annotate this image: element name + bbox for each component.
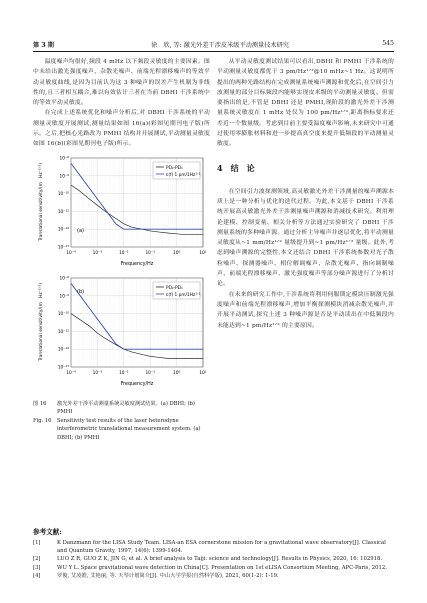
reference-item — [33, 572, 394, 580]
figure-16-plots — [33, 154, 210, 394]
y-tick-label: 10⁻¹¹ — [57, 329, 69, 335]
legend — [153, 282, 201, 299]
issue-label: 第 3 期 — [33, 42, 54, 49]
x-tick-label: 10¹ — [199, 250, 207, 256]
reference-item — [33, 555, 394, 563]
reference-text: WU Y L. Space gravitational wave detection in China[C]. Presentation on 1st eLISA Consortium Meeting, APC-Paris, 2012. — [57, 564, 387, 571]
figure-16 — [33, 154, 210, 443]
reference-text: 罗俊, 艾凌皓, 艾艳丽, 等. 天琴计划简介[J]. 中山大学学报(自然科学版), 2021, 60(1-2): 1-19. — [57, 572, 279, 579]
legend-label: PD₂-PD₁ — [166, 165, 183, 171]
x-tick-label: 10⁻³ — [92, 370, 103, 376]
x-axis-label: Frequency/Hz — [120, 261, 154, 267]
x-tick-label: 10⁰ — [172, 370, 181, 376]
x-tick-label: 10¹ — [199, 370, 207, 376]
reference-number: [3] — [33, 564, 41, 571]
x-axis-label: Frequency/Hz — [120, 381, 154, 387]
y-axis-label: Translational sensitivity/(m · Hz⁻¹ᐟ²) — [39, 282, 44, 361]
left-column — [33, 57, 210, 442]
running-title: 徐 欣, 等: 激光外差干涉皮米级平动测量技术研究 — [151, 42, 289, 49]
panel-a — [38, 155, 207, 267]
body-paragraph: 在未来的研究工作中,干涉系统将利用伺服锁定模块压制激光强度噪声和前端光程漂移噪声,增加平衡探测模块消减杂散光噪声,并开展平动测试,探究上述 3 种噪声源是否是平动读出在中低频段内未能达到~1 pm/Hz¹ᐟ² 的主要原因。 — [217, 291, 394, 329]
section-heading: 4 结 论 — [217, 162, 255, 173]
y-tick-label: 10⁻⁹ — [59, 173, 69, 179]
body-paragraph: 在空间引力波探测领域,高灵敏激光外差干涉测量的噪声溯源本质上是一种分析与优化的迭代过程。为此,本文基于 DBHI 干涉系统开展高灵敏激光外差干涉测量噪声溯源和消减技术研究。利用理论建模、控制变量、相关分析等方法通过实验研究了 DBHI 干涉测量系统的多种噪声源。通过分析主导噪声并逐层优化,将平动测量灵敏度从~1 mm/Hz¹ᐟ² 量级提升到~1 pm/Hz¹ᐟ² 量级。此外,考虑到噪声溯源的完整性,本文还结合 DBHI 干涉系统参数对光子散粒噪声、探测器噪声、相位解调噪声、杂散光噪声、指向调制噪声、前端光程漂移噪声、激光强度噪声等部分噪声源进行了分析讨论。 — [217, 188, 394, 288]
x-tick-label: 10⁻³ — [92, 250, 103, 256]
body-paragraph: 在完成上述系统优化和噪声分析后,对 DBHI 干涉系统的平动测量灵敏度开展测试,测量结果如图 16(a)(彩图见期刊电子版)所示。之后,把核心光路改为 PMHI 结构并开展测试,平动测量灵敏度如图 16(b)(彩图见期刊电子版)所示。 — [33, 110, 210, 148]
legend-label: PD₂-PD₁ — [166, 285, 183, 291]
body-paragraph: 从平动灵敏度测试结果可以看出,DBHI 和 PMHI 干涉系统的平动测量灵敏度都优于 3 pm/Hz¹ᐟ²@10 mHz~1 Hz。这说明所提出的两种光路结构在完成测量系统噪声溯源和优化后,在空间引力波测量的部分目标频段内能够实现皮米级的平动测量灵敏度。但需要指出的是,不管是 DBHI 还是 PMHI,现阶段的激光外差干涉测量系统灵敏度在 1 mHz 处仅为 100 pm/Hz¹ᐟ²,距离指标要求还差近一个数量级。考虑到目前主要受温度噪声影响,未来研究中可通过使用零膨胀材料和进一步提高真空度来提升低频段的平动测量灵敏度。 — [217, 59, 394, 148]
reference-text: LUO Z R, GUO Z K, JIN G, et al. A brief analysis to Taiji: science and technology[J]. Results in Physics, 2020, 16: 102918. — [57, 556, 383, 563]
y-axis-label: Translational sensitivity/(m · Hz⁻¹ᐟ²) — [39, 162, 44, 241]
panel-label: (b) — [77, 288, 85, 295]
y-tick-label: 10⁻¹³ — [57, 365, 69, 371]
page-number: 545 — [382, 40, 394, 47]
references — [33, 526, 394, 580]
legend-label: ε(f) 1 pm/1Hz¹ᐟ² — [166, 292, 201, 298]
figure-caption-cn — [33, 400, 210, 443]
y-tick-label: 10⁻¹⁰ — [57, 311, 69, 317]
y-tick-label: 10⁻⁸ — [59, 276, 69, 282]
reference-number: [2] — [33, 556, 41, 563]
body-paragraph: 温度噪声均很好,频段 4 mHz 以下频段灵敏度的主要因素。图中未给出激光强度噪声、杂散光噪声、前端光程漂移噪声的等效平动灵敏度曲线,是因为目前认为这 3 种噪声的误差产生机制为非线性的,且三者相互耦合,难以有效估计三者在当前 DBHI 干涉系统中的等效平动灵敏度。 — [33, 59, 210, 107]
y-tick-label: 10⁻⁹ — [59, 293, 69, 299]
legend — [153, 162, 201, 179]
panel-b — [38, 275, 207, 387]
x-tick-label: 10⁻¹ — [145, 250, 155, 256]
reference-number: [1] — [33, 540, 41, 546]
references-title: 参考文献: — [33, 528, 62, 536]
caption-label: Fig. 16 — [33, 417, 52, 424]
x-tick-label: 10⁰ — [172, 250, 181, 256]
caption-label: 图 16 — [33, 400, 47, 407]
y-tick-label: 10⁻¹³ — [57, 245, 69, 251]
y-tick-label: 10⁻¹² — [57, 227, 69, 233]
x-tick-label: 10⁻² — [119, 250, 129, 256]
y-tick-label: 10⁻¹¹ — [57, 209, 69, 215]
caption-text: 激光外差干涉平动测量系统灵敏度测试结果。(a) DBHI; (b) PMHI — [57, 400, 195, 416]
x-tick-label: 10⁻² — [119, 370, 129, 376]
x-tick-label: 10⁻⁴ — [66, 250, 76, 256]
x-tick-label: 10⁻⁴ — [66, 370, 76, 376]
caption-text: Sensitivity test results of the laser heterodyne interferometric translational measurement system. (a) DBHI; (b) PMHI — [57, 417, 201, 441]
y-tick-label: 10⁻¹⁰ — [57, 191, 69, 197]
right-column — [217, 57, 394, 331]
reference-text: K Danzmann for the LISA Study Team. LISA-an ESA cornerstone mission for a gravitational wave observatory[J]. Classical and Quantum Gravity, 1997, 14(6): 1399-1404. — [57, 540, 386, 555]
reference-item — [33, 564, 394, 572]
x-tick-label: 10⁻¹ — [145, 370, 155, 376]
reference-number: [4] — [33, 572, 41, 579]
y-tick-label: 10⁻¹² — [57, 347, 69, 353]
panel-label: (a) — [77, 227, 84, 234]
reference-item — [33, 539, 394, 555]
legend-label: ε(f) 1 pm/1Hz¹ᐟ² — [166, 172, 201, 178]
y-tick-label: 10⁻⁸ — [59, 156, 69, 162]
header-rule — [33, 51, 394, 52]
